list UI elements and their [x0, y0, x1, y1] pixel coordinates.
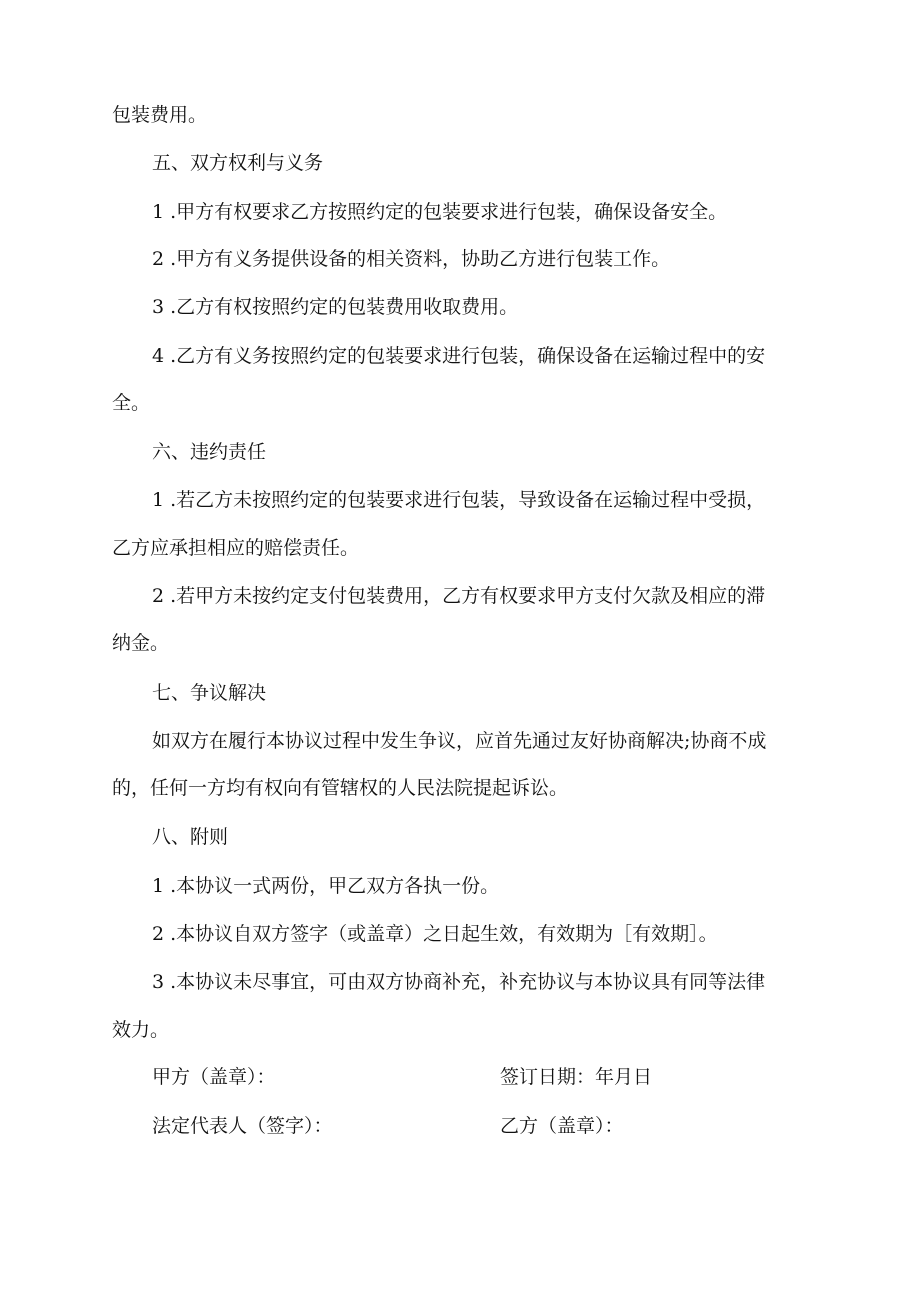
- text-line: 包装费用。: [112, 104, 208, 126]
- clause-rights-1: 1 .甲方有权要求乙方按照约定的包装要求进行包装，确保设备安全。: [152, 201, 728, 223]
- section-heading-liability: 六、违约责任: [152, 441, 267, 463]
- clause-liability-2-cont: 纳金。: [112, 632, 170, 654]
- section-heading-misc: 八、附则: [152, 826, 229, 848]
- clause-rights-4-cont: 全。: [112, 392, 151, 414]
- clause-dispute-cont: 的，任何一方均有权向有管辖权的人民法院提起诉讼。: [112, 777, 569, 799]
- signature-legal-rep: 法定代表人（签字）：: [152, 1115, 333, 1137]
- clause-liability-1: 1 .若乙方未按照约定的包装要求进行包装，导致设备在运输过程中受损，: [152, 489, 766, 511]
- clause-rights-3: 3 .乙方有权按照约定的包装费用收取费用。: [152, 296, 519, 318]
- clause-rights-2: 2 .甲方有义务提供设备的相关资料，协助乙方进行包装工作。: [152, 248, 671, 270]
- clause-rights-4: 4 .乙方有义务按照约定的包装要求进行包装，确保设备在运输过程中的安: [152, 345, 766, 367]
- section-heading-dispute: 七、争议解决: [152, 682, 267, 704]
- clause-misc-2: 2 .本协议自双方签字（或盖章）之日起生效，有效期为［有效期］。: [152, 923, 718, 945]
- clause-dispute: 如双方在履行本协议过程中发生争议，应首先通过友好协商解决;协商不成: [152, 730, 767, 752]
- clause-liability-2: 2 .若甲方未按约定支付包装费用，乙方有权要求甲方支付欠款及相应的滞: [152, 585, 766, 607]
- signature-date: 签订日期：年月日: [500, 1066, 653, 1088]
- signature-party-b-seal: 乙方（盖章）：: [500, 1115, 624, 1137]
- clause-liability-1-cont: 乙方应承担相应的赔偿责任。: [112, 537, 360, 559]
- section-heading-rights: 五、双方权利与义务: [152, 152, 324, 174]
- signature-party-a-seal: 甲方（盖章）：: [152, 1066, 276, 1088]
- clause-misc-3-cont: 效力。: [112, 1019, 170, 1041]
- clause-misc-3: 3 .本协议未尽事宜，可由双方协商补充，补充协议与本协议具有同等法律: [152, 971, 766, 993]
- clause-misc-1: 1 .本协议一式两份，甲乙双方各执一份。: [152, 875, 500, 897]
